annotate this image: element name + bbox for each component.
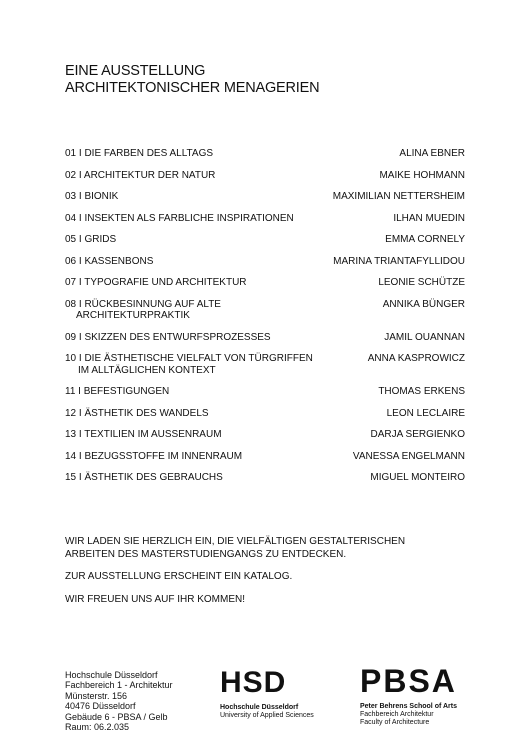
hsd-logo-mark: HSD [220,666,287,699]
pbsa-logo-name: Peter Behrens School of Arts [360,703,457,710]
invitation-line-2: ARBEITEN DES MASTERSTUDIENGANGS ZU ENTDECKEN. [65,548,347,560]
project-topic: 13 I TEXTILIEN IM AUSSENRAUM [65,429,222,440]
address-line: Münsterstr. 156 [65,690,128,701]
hsd-logo-caption [220,704,314,720]
pbsa-logo-caption [360,703,457,727]
project-topic: 05 I GRIDS [65,234,117,245]
title-line-1: EINE AUSSTELLUNG [65,63,206,79]
hsd-logo [220,668,314,720]
project-author: ANNIKA BÜNGER [382,298,465,310]
project-topic: 11 I BEFESTIGUNGEN [65,386,170,397]
address-line: Hochschule Düsseldorf [65,670,158,680]
project-topic: 14 I BEZUGSSTOFFE IM INNENRAUM [65,450,243,462]
pbsa-logo-line-2: Fachbereich Architektur [360,711,434,718]
project-author: ALINA EBNER [399,148,465,159]
pbsa-logo [360,664,457,727]
project-topic-line-2: ARCHITEKTURPRAKTIK [76,310,190,321]
page-title [65,63,319,97]
project-topic: 07 I TYPOGRAFIE UND ARCHITEKTUR [65,277,247,288]
project-author: THOMAS ERKENS [378,386,465,397]
project-topic: 01 I DIE FARBEN DES ALLTAGS [65,148,214,159]
address-line: 40476 Düsseldorf [65,701,136,712]
project-author: JAMIL OUANNAN [384,331,465,343]
project-author: DARJA SERGIENKO [370,429,465,440]
pbsa-logo-mark: PBSA [360,663,457,699]
project-author: LEONIE SCHÜTZE [378,277,465,288]
pbsa-logo-line-3: Faculty of Architecture [360,719,430,726]
project-topic: 03 I BIONIK [65,191,119,202]
address-block [65,670,173,732]
project-topic: 04 I INSEKTEN ALS FARBLICHE INSPIRATIONEN [65,212,294,224]
project-author: VANESSA ENGELMANN [352,450,465,462]
project-author: MARINA TRIANTAFYLLIDOU [333,255,465,267]
project-author: ANNA KASPROWICZ [367,353,465,364]
project-topic: 09 I SKIZZEN DES ENTWURFSPROZESSES [65,331,271,343]
project-topic [65,353,330,376]
invitation-line-1: WIR LADEN SIE HERZLICH EIN, DIE VIELFÄLTIGEN GESTALTERISCHEN [65,536,406,547]
project-author: MAXIMILIAN NETTERSHEIM [332,191,465,202]
title-line-2: ARCHITEKTONISCHER MENAGERIEN [65,80,320,96]
project-topic: 12 I ÄSTHETIK DES WANDELS [65,407,209,419]
invitation-paragraph [65,536,485,561]
project-author: LEON LECLAIRE [386,407,465,419]
address-line: Fachbereich 1 - Architektur [65,680,173,691]
project-topic: 15 I ÄSTHETIK DES GEBRAUCHS [65,472,223,483]
project-topic-line-1: 08 I RÜCKBESINNUNG AUF ALTE [65,298,221,310]
catalog-note: ZUR AUSSTELLUNG ERSCHEINT EIN KATALOG. [65,571,293,582]
project-topic-line-2: IM ALLTÄGLICHEN KONTEXT [78,364,216,376]
project-topic: 06 I KASSENBONS [65,255,154,267]
address-line: Gebäude 6 - PBSA / Gelb [65,711,168,722]
invitation-text [65,536,485,616]
project-topic: 02 I ARCHITEKTUR DER NATUR [65,169,216,181]
project-author: MAIKE HOHMANN [379,169,465,181]
project-topic [65,299,330,322]
project-author: MIGUEL MONTEIRO [370,472,465,483]
hsd-logo-subtitle: University of Applied Sciences [220,712,314,719]
project-author: ILHAN MUEDIN [393,212,465,224]
hsd-logo-name: Hochschule Düsseldorf [220,704,299,711]
project-author: EMMA CORNELY [385,234,465,245]
project-topic-line-1: 10 I DIE ÄSTHETISCHE VIELFALT VON TÜRGRIFFEN [65,353,313,364]
address-line: Raum: 06.2.035 [65,722,130,733]
closing-note: WIR FREUEN UNS AUF IHR KOMMEN! [65,593,246,605]
